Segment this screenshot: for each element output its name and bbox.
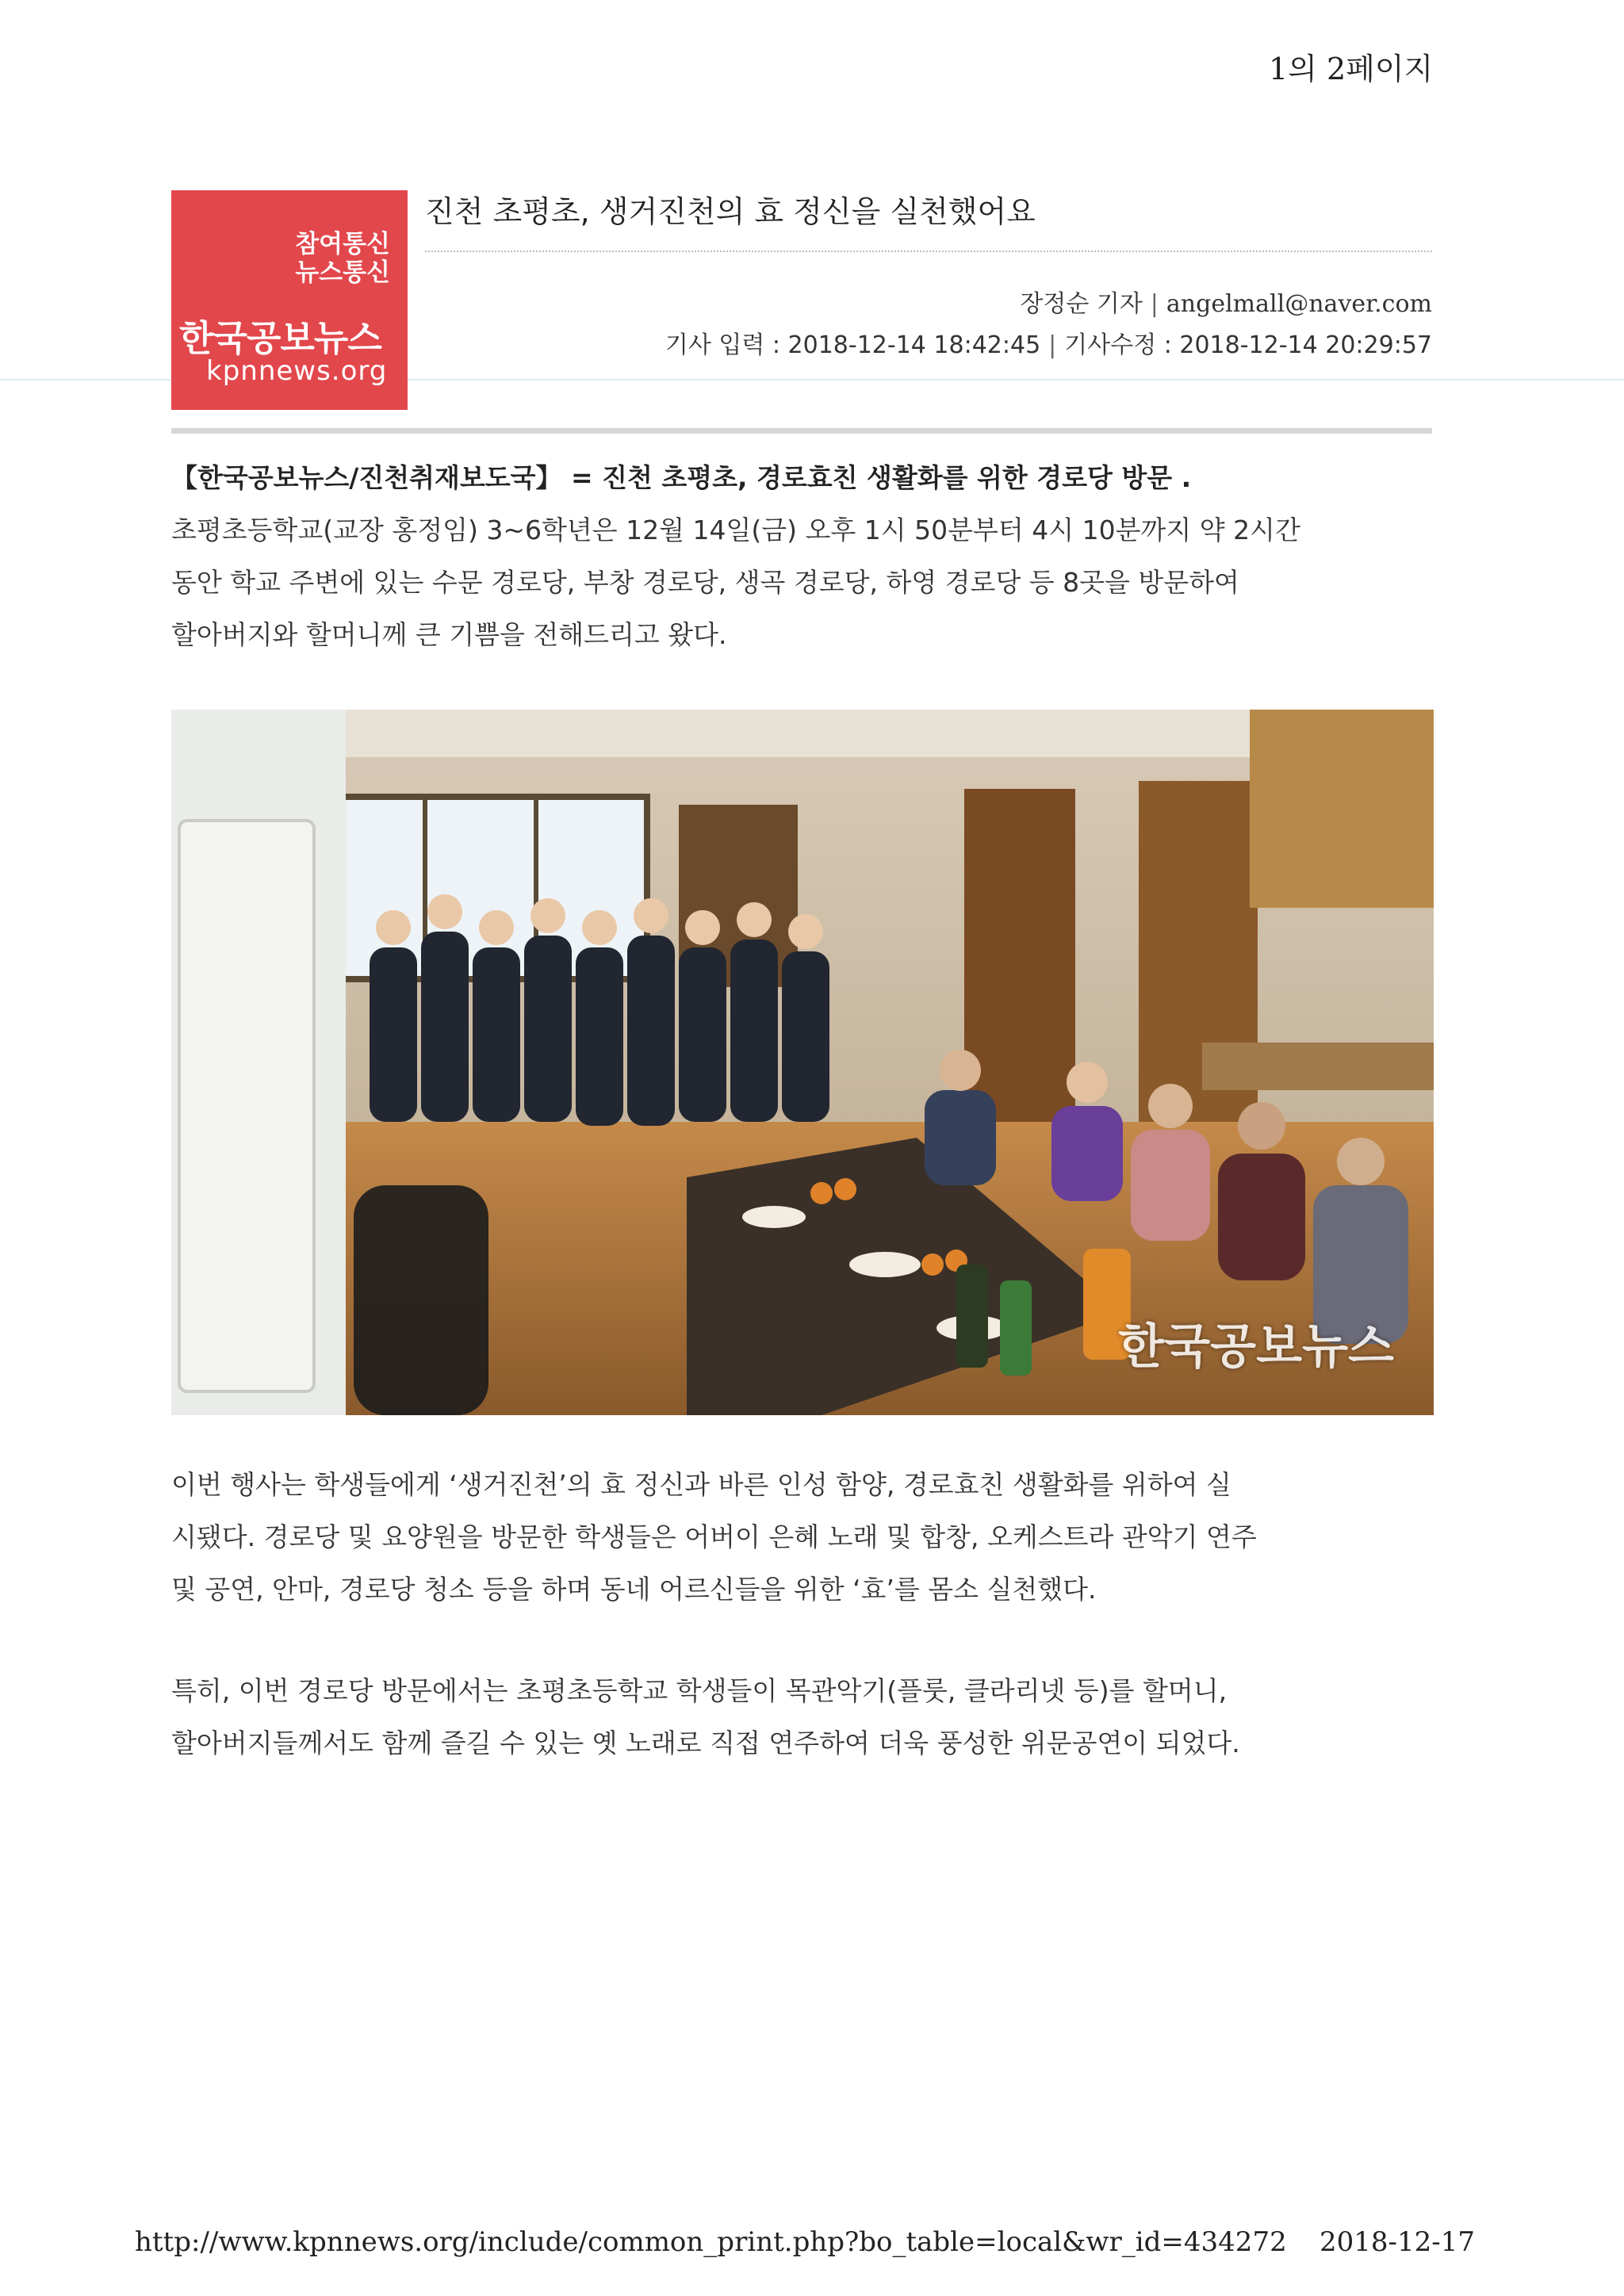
article-dates: [665, 325, 1432, 360]
page-indicator: 1의 2페이지: [1269, 52, 1434, 86]
reporter-email[interactable]: angelmall@naver.com: [1166, 290, 1432, 318]
lead-line: 할아버지와 할머니께 큰 기쁨을 전해드리고 왔다.: [171, 619, 727, 650]
body-line: 시됐다. 경로당 및 요양원을 방문한 학생들은 어버이 은혜 노래 및 합창, 오케스트라 관악기 연주: [171, 1521, 1257, 1552]
lead-line: 초평초등학교(교장 홍정임) 3~6학년은 12월 14일(금) 오후 1시 50분부터 4시 10분까지 약 2시간: [171, 515, 1300, 545]
footer-url[interactable]: http://www.kpnnews.org/include/common_print.php?bo_table=local&wr_id=434272: [135, 2226, 1287, 2258]
body-line: 할아버지들께서도 함께 즐길 수 있는 옛 노래로 직접 연주하여 더욱 풍성한 위문공연이 되었다.: [171, 1728, 1240, 1758]
body-line: 이번 행사는 학생들에게 ‘생거진천’의 효 정신과 바른 인성 함양, 경로효친 생활화를 위하여 실: [171, 1469, 1231, 1500]
photo-watermark: 한국공보뉴스: [1118, 1319, 1394, 1375]
published-date: 기사 입력 : 2018-12-14 18:42:45: [665, 331, 1041, 359]
kpnnews-logo[interactable]: [171, 190, 408, 410]
article-photo: [171, 710, 1434, 1415]
reporter-name: 장정순 기자: [1020, 290, 1143, 318]
logo-domain: kpnnews.org: [206, 355, 388, 387]
body-paragraph-2: [171, 1459, 1440, 1616]
logo-slogan-line1: 참여통신: [295, 230, 390, 258]
logo-slogan: [295, 230, 390, 287]
logo-slogan-line2: 뉴스통신: [295, 258, 390, 287]
lead-line: 동안 학교 주변에 있는 수문 경로당, 부창 경로당, 생곡 경로당, 하영 경로당 등 8곳을 방문하여: [171, 567, 1239, 598]
title-divider: [425, 251, 1432, 252]
body-line: 및 공연, 안마, 경로당 청소 등을 하며 동네 어르신들을 위한 ‘효’를 몸소 실천했다.: [171, 1574, 1097, 1605]
lead-headline: 【한국공보뉴스/진천취재보도국】 = 진천 초평초, 경로효친 생활화를 위한 경로당 방문 .: [171, 462, 1192, 493]
byline: [1020, 284, 1432, 319]
footer-date: 2018-12-17: [1320, 2226, 1476, 2258]
logo-name: 한국공보뉴스: [179, 317, 381, 359]
byline-separator: |: [1150, 290, 1159, 318]
body-paragraph-3: [171, 1665, 1440, 1770]
header-rule: [171, 428, 1432, 434]
modified-date: 기사수정 : 2018-12-14 20:29:57: [1064, 331, 1432, 359]
dates-separator: |: [1048, 331, 1057, 359]
lead-paragraph: [171, 452, 1440, 661]
article-title: 진천 초평초, 생거진천의 효 정신을 실천했어요: [425, 194, 1036, 229]
body-line: 특히, 이번 경로당 방문에서는 초평초등학교 학생들이 목관악기(플룻, 클라리넷 등)를 할머니,: [171, 1675, 1228, 1706]
